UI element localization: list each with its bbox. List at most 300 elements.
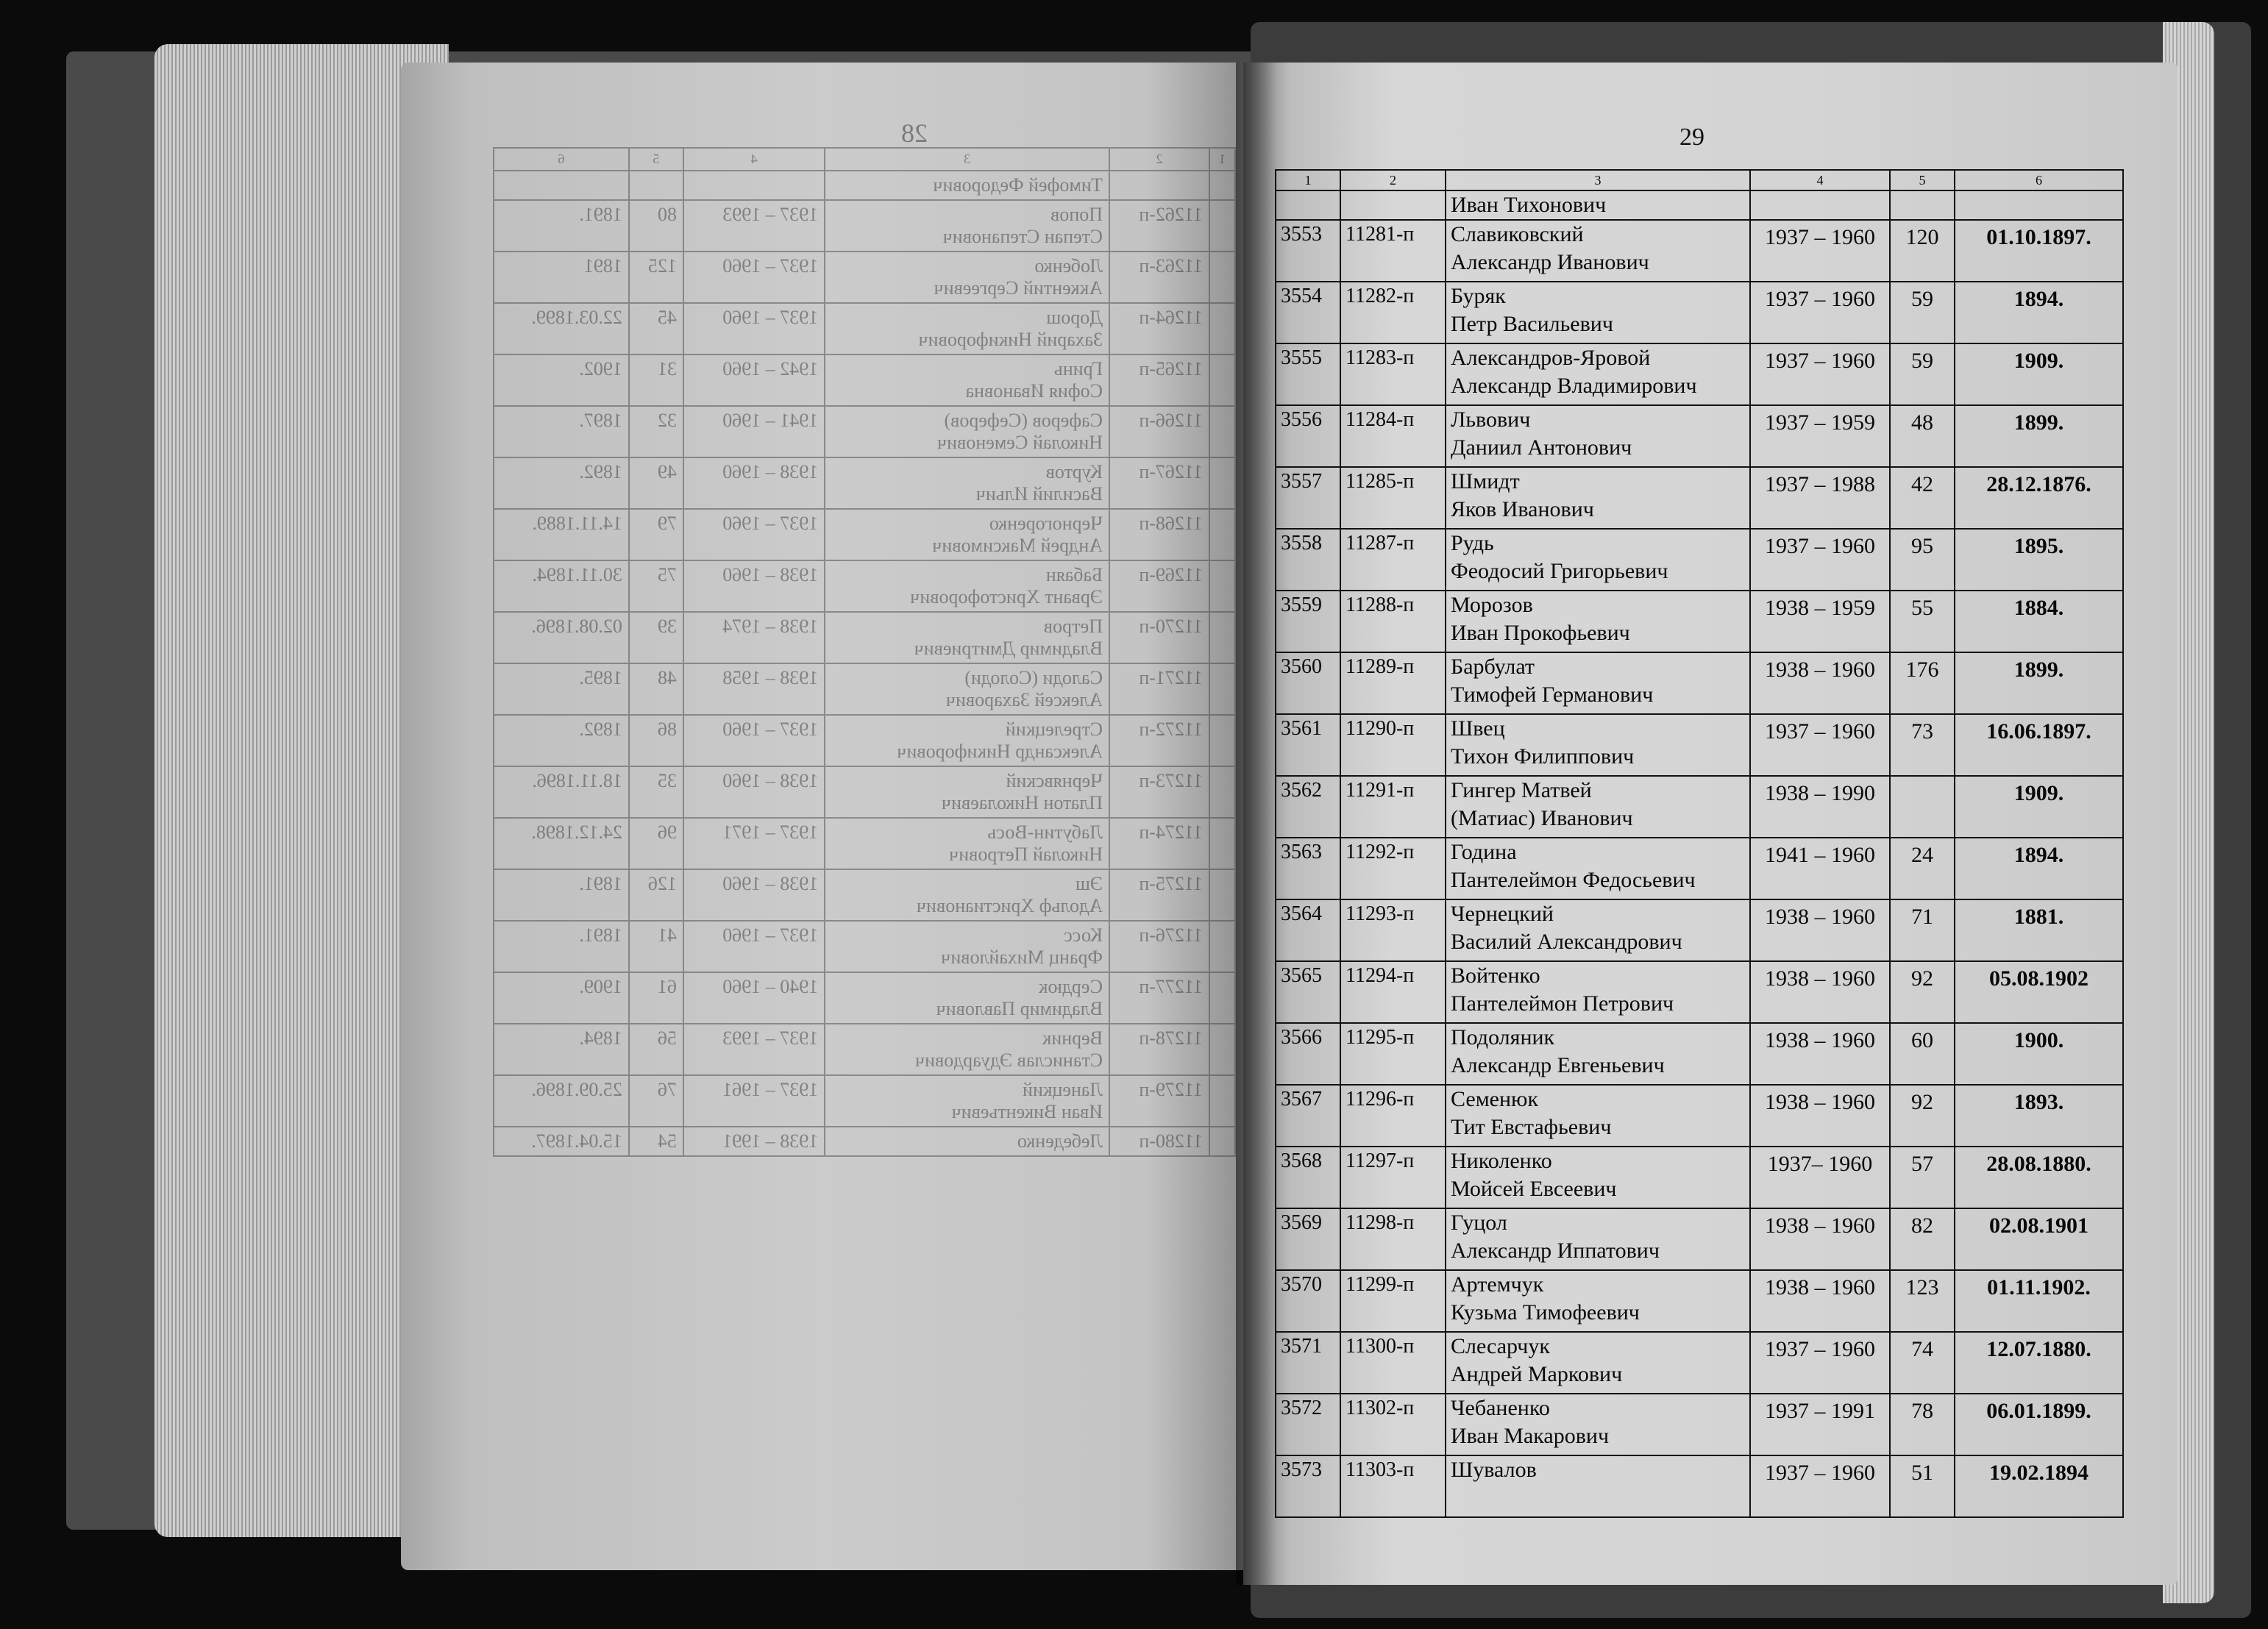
left-years-range: 1937 – 1993 (683, 1024, 825, 1075)
person-name (1446, 838, 1750, 899)
surname: Слесарчук (1451, 1334, 1550, 1358)
left-person-name (825, 560, 1109, 612)
left-surname: Сердюк (1038, 976, 1103, 997)
left-table-row (494, 457, 1235, 509)
years-range: 1938 – 1960 (1750, 899, 1890, 961)
case-number: 11292-п (1340, 838, 1446, 899)
record-number: 3570 (1276, 1270, 1340, 1332)
left-table-row (494, 171, 1235, 200)
left-surname: Ланецкий (1022, 1079, 1103, 1100)
left-person-name (825, 766, 1109, 818)
sheet-count: 92 (1890, 1085, 1955, 1147)
record-number: 3557 (1276, 467, 1340, 529)
case-number: 11282-п (1340, 282, 1446, 343)
left-years-range: 1937 – 1993 (683, 200, 825, 252)
left-sheet-count: 80 (629, 200, 683, 252)
left-surname: Гринь (1053, 358, 1103, 379)
birth-date: 01.11.1902. (1955, 1270, 2123, 1332)
col-header-1: 1 (1276, 170, 1340, 190)
person-name (1446, 899, 1750, 961)
left-given-names: Станислав Эдуардович (915, 1049, 1103, 1071)
record-number: 3569 (1276, 1208, 1340, 1270)
years-range: 1938 – 1960 (1750, 1085, 1890, 1147)
sheet-count: 51 (1890, 1455, 1955, 1517)
birth-date: 1894. (1955, 282, 2123, 343)
surname: Барбулат (1451, 655, 1535, 679)
left-given-names: София Ивановна (965, 380, 1103, 402)
surname: Швец (1451, 716, 1505, 741)
left-table-row (494, 252, 1235, 303)
left-given-names: Владимир Павлович (936, 998, 1103, 1019)
left-given-names: Франц Михайлович (941, 947, 1103, 968)
person-name (1446, 714, 1750, 776)
left-birth-date: 22.03.1899. (494, 303, 629, 354)
left-sheet-count: 41 (629, 921, 683, 972)
case-number: 11291-п (1340, 776, 1446, 838)
table-row (1276, 1085, 2123, 1147)
record-number: 3573 (1276, 1455, 1340, 1517)
left-case-number: 11279-п (1109, 1075, 1209, 1127)
left-sheet-count: 39 (629, 612, 683, 663)
table-row (1276, 652, 2123, 714)
left-birth-date: 1891. (494, 200, 629, 252)
record-number: 3559 (1276, 591, 1340, 652)
years-range: 1937 – 1960 (1750, 343, 1890, 405)
left-case-number: 11272-п (1109, 715, 1209, 766)
sheet-count: 60 (1890, 1023, 1955, 1085)
record-number: 3561 (1276, 714, 1340, 776)
person-name (1446, 1270, 1750, 1332)
given-names: Андрей Маркович (1451, 1362, 1623, 1386)
col-header-5: 5 (1890, 170, 1955, 190)
years-range: 1938 – 1960 (1750, 652, 1890, 714)
case-number: 11281-п (1340, 220, 1446, 282)
left-surname: Верник (1042, 1027, 1103, 1049)
table-row (1276, 1023, 2123, 1085)
years-range: 1938 – 1960 (1750, 1270, 1890, 1332)
left-sheet-count: 75 (629, 560, 683, 612)
years-range: 1938 – 1990 (1750, 776, 1890, 838)
left-table-row (494, 1075, 1235, 1127)
years-range: 1937 – 1991 (1750, 1394, 1890, 1455)
case-number: 11303-п (1340, 1455, 1446, 1517)
left-person-name (825, 818, 1109, 869)
person-name (1446, 343, 1750, 405)
left-table-row (494, 303, 1235, 354)
table-row (1276, 467, 2123, 529)
column-number-header (1276, 170, 2123, 190)
left-table-row (494, 406, 1235, 457)
table-row (1276, 1208, 2123, 1270)
left-sheet-count: 76 (629, 1075, 683, 1127)
case-number: 11300-п (1340, 1332, 1446, 1394)
left-birth-date: 1892. (494, 715, 629, 766)
sheet-count: 73 (1890, 714, 1955, 776)
left-surname: Дорош (1046, 307, 1103, 328)
given-names: Яков Иванович (1451, 497, 1594, 521)
left-sheet-count: 45 (629, 303, 683, 354)
given-names: Александр Иванович (1451, 250, 1649, 274)
left-birth-date: 1891. (494, 921, 629, 972)
left-given-names: Николай Семенович (937, 432, 1103, 453)
record-number: 3554 (1276, 282, 1340, 343)
left-birth-date: 1909. (494, 972, 629, 1024)
left-years-range: 1938 – 1960 (683, 869, 825, 921)
left-case-number: 11274-п (1109, 818, 1209, 869)
birth-date: 1894. (1955, 838, 2123, 899)
left-table-row (494, 715, 1235, 766)
left-surname: Бабаян (1045, 564, 1103, 585)
sheet-count: 74 (1890, 1332, 1955, 1394)
birth-date: 28.12.1876. (1955, 467, 2123, 529)
years-range: 1938 – 1960 (1750, 961, 1890, 1023)
surname: Гуцол (1451, 1211, 1507, 1235)
surname: Буряк (1451, 284, 1506, 308)
birth-date: 01.10.1897. (1955, 220, 2123, 282)
birth-date: 1893. (1955, 1085, 2123, 1147)
left-table-header (494, 148, 1235, 171)
case-number: 11297-п (1340, 1147, 1446, 1208)
person-name (1446, 282, 1750, 343)
case-number: 11298-п (1340, 1208, 1446, 1270)
left-continued-name: Тимофей Федорович (825, 171, 1109, 200)
left-birth-date: 1891. (494, 869, 629, 921)
surname: Александров-Яровой (1451, 346, 1651, 370)
years-range: 1937 – 1988 (1750, 467, 1890, 529)
left-person-name (825, 612, 1109, 663)
left-case-number: 11263-п (1109, 252, 1209, 303)
case-number: 11288-п (1340, 591, 1446, 652)
left-person-name (825, 303, 1109, 354)
left-birth-date: 1895. (494, 663, 629, 715)
left-years-range: 1942 – 1960 (683, 354, 825, 406)
surname: Шмидт (1451, 469, 1520, 493)
table-row (1276, 961, 2123, 1023)
left-case-number: 11275-п (1109, 869, 1209, 921)
given-names: Даниил Антонович (1451, 435, 1632, 460)
continued-name: Иван Тихонович (1446, 190, 1750, 220)
left-surname: Черногоренко (989, 513, 1103, 534)
given-names: Тит Евстафьевич (1451, 1115, 1612, 1139)
table-row (1276, 714, 2123, 776)
given-names: Александр Владимирович (1451, 374, 1697, 398)
left-birth-date: 24.12.1898. (494, 818, 629, 869)
surname: Подоляник (1451, 1025, 1555, 1049)
left-sheet-count: 31 (629, 354, 683, 406)
record-number: 3562 (1276, 776, 1340, 838)
left-years-range: 1937 – 1961 (683, 1075, 825, 1127)
left-person-name (825, 715, 1109, 766)
left-given-names: Александр Никифорович (897, 741, 1103, 762)
left-person-name (825, 252, 1109, 303)
person-name (1446, 1147, 1750, 1208)
case-number: 11285-п (1340, 467, 1446, 529)
years-range: 1937 – 1960 (1750, 714, 1890, 776)
person-name (1446, 776, 1750, 838)
left-surname: Саферов (Сеферов) (944, 410, 1103, 431)
left-surname: Попов (1051, 204, 1103, 225)
person-name (1446, 1332, 1750, 1394)
left-surname: Лебеденко (1017, 1130, 1103, 1152)
left-given-names: Адольф Христианович (916, 895, 1103, 916)
left-sheet-count: 54 (629, 1127, 683, 1156)
sheet-count (1890, 776, 1955, 838)
surname: Чернецкий (1451, 902, 1554, 926)
surname: Славиковский (1451, 222, 1584, 246)
left-case-number: 11280-п (1109, 1127, 1209, 1156)
left-table-row (494, 509, 1235, 560)
left-birth-date: 1894. (494, 1024, 629, 1075)
left-given-names: Алексей Захарович (945, 689, 1103, 710)
birth-date: 1899. (1955, 405, 2123, 467)
left-sheet-count: 61 (629, 972, 683, 1024)
col-header-4: 4 (1750, 170, 1890, 190)
record-number: 3558 (1276, 529, 1340, 591)
left-sheet-count: 86 (629, 715, 683, 766)
sheet-count: 24 (1890, 838, 1955, 899)
left-person-name (825, 1024, 1109, 1075)
person-name (1446, 591, 1750, 652)
birth-date: 1900. (1955, 1023, 2123, 1085)
col-header-3: 3 (1446, 170, 1750, 190)
sheet-count: 78 (1890, 1394, 1955, 1455)
left-sheet-count: 79 (629, 509, 683, 560)
left-given-names: Андрей Максимович (932, 535, 1103, 556)
left-case-number: 11264-п (1109, 303, 1209, 354)
record-number: 3568 (1276, 1147, 1340, 1208)
birth-date: 1884. (1955, 591, 2123, 652)
record-number: 3565 (1276, 961, 1340, 1023)
person-name (1446, 1394, 1750, 1455)
left-case-number: 11262-п (1109, 200, 1209, 252)
table-row (1276, 282, 2123, 343)
left-surname: Куртов (1045, 461, 1103, 482)
table-row (1276, 1270, 2123, 1332)
left-sheet-count: 49 (629, 457, 683, 509)
left-col-header-1: 1 (1209, 148, 1235, 171)
left-given-names: Иван Викентьевич (951, 1101, 1103, 1122)
case-number: 11283-п (1340, 343, 1446, 405)
left-page-table-mirrored (493, 147, 1236, 1464)
birth-date: 02.08.1901 (1955, 1208, 2123, 1270)
left-case-number: 11269-п (1109, 560, 1209, 612)
birth-date: 1909. (1955, 776, 2123, 838)
birth-date: 1909. (1955, 343, 2123, 405)
given-names: Пантелеймон Федосьевич (1451, 868, 1696, 892)
left-given-names: Платон Николаевич (941, 792, 1103, 813)
left-case-number: 11267-п (1109, 457, 1209, 509)
table-row (1276, 405, 2123, 467)
table-row (1276, 1147, 2123, 1208)
birth-date: 16.06.1897. (1955, 714, 2123, 776)
left-table-row (494, 663, 1235, 715)
years-range: 1937– 1960 (1750, 1147, 1890, 1208)
table-row (1276, 838, 2123, 899)
left-table-row (494, 869, 1235, 921)
col-header-2: 2 (1340, 170, 1446, 190)
left-person-name (825, 663, 1109, 715)
sheet-count: 82 (1890, 1208, 1955, 1270)
left-table-row (494, 354, 1235, 406)
left-sheet-count: 125 (629, 252, 683, 303)
left-table-row (494, 612, 1235, 663)
birth-date: 05.08.1902 (1955, 961, 2123, 1023)
table-row (1276, 899, 2123, 961)
left-birth-date: 1892. (494, 457, 629, 509)
left-surname: Стрелецкий (1005, 719, 1103, 740)
left-surname: Петров (1043, 616, 1103, 637)
left-birth-date: 25.09.1896. (494, 1075, 629, 1127)
left-case-number: 11276-п (1109, 921, 1209, 972)
archive-register-table (1275, 169, 2124, 1518)
left-surname: Лабутин-Вось (987, 821, 1103, 843)
left-given-names: Эрвант Христофорович (910, 586, 1103, 607)
left-case-number: 11271-п (1109, 663, 1209, 715)
years-range: 1937 – 1960 (1750, 1455, 1890, 1517)
left-birth-date: 1891 (494, 252, 629, 303)
left-person-name (825, 354, 1109, 406)
left-given-names: Василий Ильич (975, 483, 1103, 505)
right-page-number: 29 (1679, 124, 1704, 151)
left-years-range: 1938 – 1974 (683, 612, 825, 663)
left-sheet-count: 32 (629, 406, 683, 457)
left-birth-date: 1902. (494, 354, 629, 406)
left-sheet-count: 56 (629, 1024, 683, 1075)
person-name (1446, 652, 1750, 714)
given-names: Пантелеймон Петрович (1451, 991, 1674, 1016)
left-years-range: 1938 – 1960 (683, 766, 825, 818)
left-given-names: Николай Петрович (949, 844, 1103, 865)
book-spine-shadow (1236, 63, 1276, 1585)
years-range: 1938 – 1960 (1750, 1208, 1890, 1270)
sheet-count: 123 (1890, 1270, 1955, 1332)
left-years-range: 1938 – 1991 (683, 1127, 825, 1156)
years-range: 1938 – 1960 (1750, 1023, 1890, 1085)
left-case-number: 11265-п (1109, 354, 1209, 406)
sheet-count: 95 (1890, 529, 1955, 591)
person-name (1446, 1023, 1750, 1085)
surname: Шувалов (1451, 1458, 1537, 1482)
given-names: Василий Александрович (1451, 930, 1682, 954)
left-case-number: 11266-п (1109, 406, 1209, 457)
left-years-range: 1937 – 1960 (683, 921, 825, 972)
left-case-number: 11273-п (1109, 766, 1209, 818)
left-years-range: 1938 – 1960 (683, 457, 825, 509)
left-col-header-3: 3 (825, 148, 1109, 171)
record-number: 3553 (1276, 220, 1340, 282)
table-row (1276, 776, 2123, 838)
given-names: Иван Макарович (1451, 1424, 1610, 1448)
left-surname: Салоди (Солоди) (964, 667, 1103, 688)
left-person-name (825, 1075, 1109, 1127)
case-number: 11299-п (1340, 1270, 1446, 1332)
left-given-names: Владимир Дмитриевич (914, 638, 1103, 659)
sheet-count: 59 (1890, 343, 1955, 405)
left-col-header-6: 6 (494, 148, 629, 171)
col-header-6: 6 (1955, 170, 2123, 190)
birth-date: 12.07.1880. (1955, 1332, 2123, 1394)
sheet-count: 120 (1890, 220, 1955, 282)
person-name (1446, 961, 1750, 1023)
person-name (1446, 467, 1750, 529)
left-birth-date: 15.04.1897. (494, 1127, 629, 1156)
left-years-range: 1937 – 1960 (683, 715, 825, 766)
left-surname: Лобенко (1034, 255, 1103, 277)
left-sheet-count: 126 (629, 869, 683, 921)
left-col-header-5: 5 (629, 148, 683, 171)
left-birth-date: 02.08.1896. (494, 612, 629, 663)
left-years-range: 1937 – 1960 (683, 303, 825, 354)
birth-date: 06.01.1899. (1955, 1394, 2123, 1455)
case-number: 11294-п (1340, 961, 1446, 1023)
record-number: 3560 (1276, 652, 1340, 714)
years-range: 1937 – 1959 (1750, 405, 1890, 467)
given-names: Кузьма Тимофеевич (1451, 1300, 1640, 1325)
case-number: 11293-п (1340, 899, 1446, 961)
left-birth-date: 1897. (494, 406, 629, 457)
given-names: (Матиас) Иванович (1451, 806, 1633, 830)
left-page-number: 28 (901, 118, 928, 148)
left-person-name (825, 921, 1109, 972)
record-number: 3555 (1276, 343, 1340, 405)
table-row (1276, 1332, 2123, 1394)
left-given-names: Захарий Никифорович (918, 329, 1103, 350)
given-names: Иван Прокофьевич (1451, 621, 1630, 645)
sheet-count: 176 (1890, 652, 1955, 714)
record-number: 3572 (1276, 1394, 1340, 1455)
left-surname: Косс (1064, 924, 1103, 946)
surname: Чебаненко (1451, 1396, 1550, 1420)
register-body (1276, 190, 2123, 1517)
record-number: 3566 (1276, 1023, 1340, 1085)
left-birth-date: 14.11.1889. (494, 509, 629, 560)
table-row (1276, 1455, 2123, 1517)
left-years-range: 1941 – 1960 (683, 406, 825, 457)
continued-row (1276, 190, 2123, 220)
left-person-name (825, 869, 1109, 921)
surname: Семенюк (1451, 1087, 1539, 1111)
left-years-range: 1937 – 1971 (683, 818, 825, 869)
left-person-name (825, 200, 1109, 252)
years-range: 1937 – 1960 (1750, 220, 1890, 282)
left-table-row (494, 1127, 1235, 1156)
surname: Рудь (1451, 531, 1494, 555)
left-table-row (494, 818, 1235, 869)
surname: Гингер Матвей (1451, 778, 1592, 802)
years-range: 1937 – 1960 (1750, 282, 1890, 343)
left-person-name (825, 1127, 1109, 1156)
left-surname: Чернявский (1006, 770, 1103, 791)
left-register-table (493, 147, 1236, 1157)
left-person-name (825, 457, 1109, 509)
sheet-count: 42 (1890, 467, 1955, 529)
case-number: 11289-п (1340, 652, 1446, 714)
case-number: 11287-п (1340, 529, 1446, 591)
left-given-names: Степан Степанович (942, 226, 1103, 247)
given-names: Тихон Филиппович (1451, 744, 1635, 769)
left-table-row (494, 921, 1235, 972)
left-birth-date: 30.11.1894. (494, 560, 629, 612)
person-name (1446, 220, 1750, 282)
left-table-row (494, 766, 1235, 818)
table-row (1276, 591, 2123, 652)
left-case-number: 11278-п (1109, 1024, 1209, 1075)
sheet-count: 92 (1890, 961, 1955, 1023)
left-person-name (825, 972, 1109, 1024)
left-years-range: 1938 – 1958 (683, 663, 825, 715)
left-sheet-count: 96 (629, 818, 683, 869)
table-row (1276, 529, 2123, 591)
